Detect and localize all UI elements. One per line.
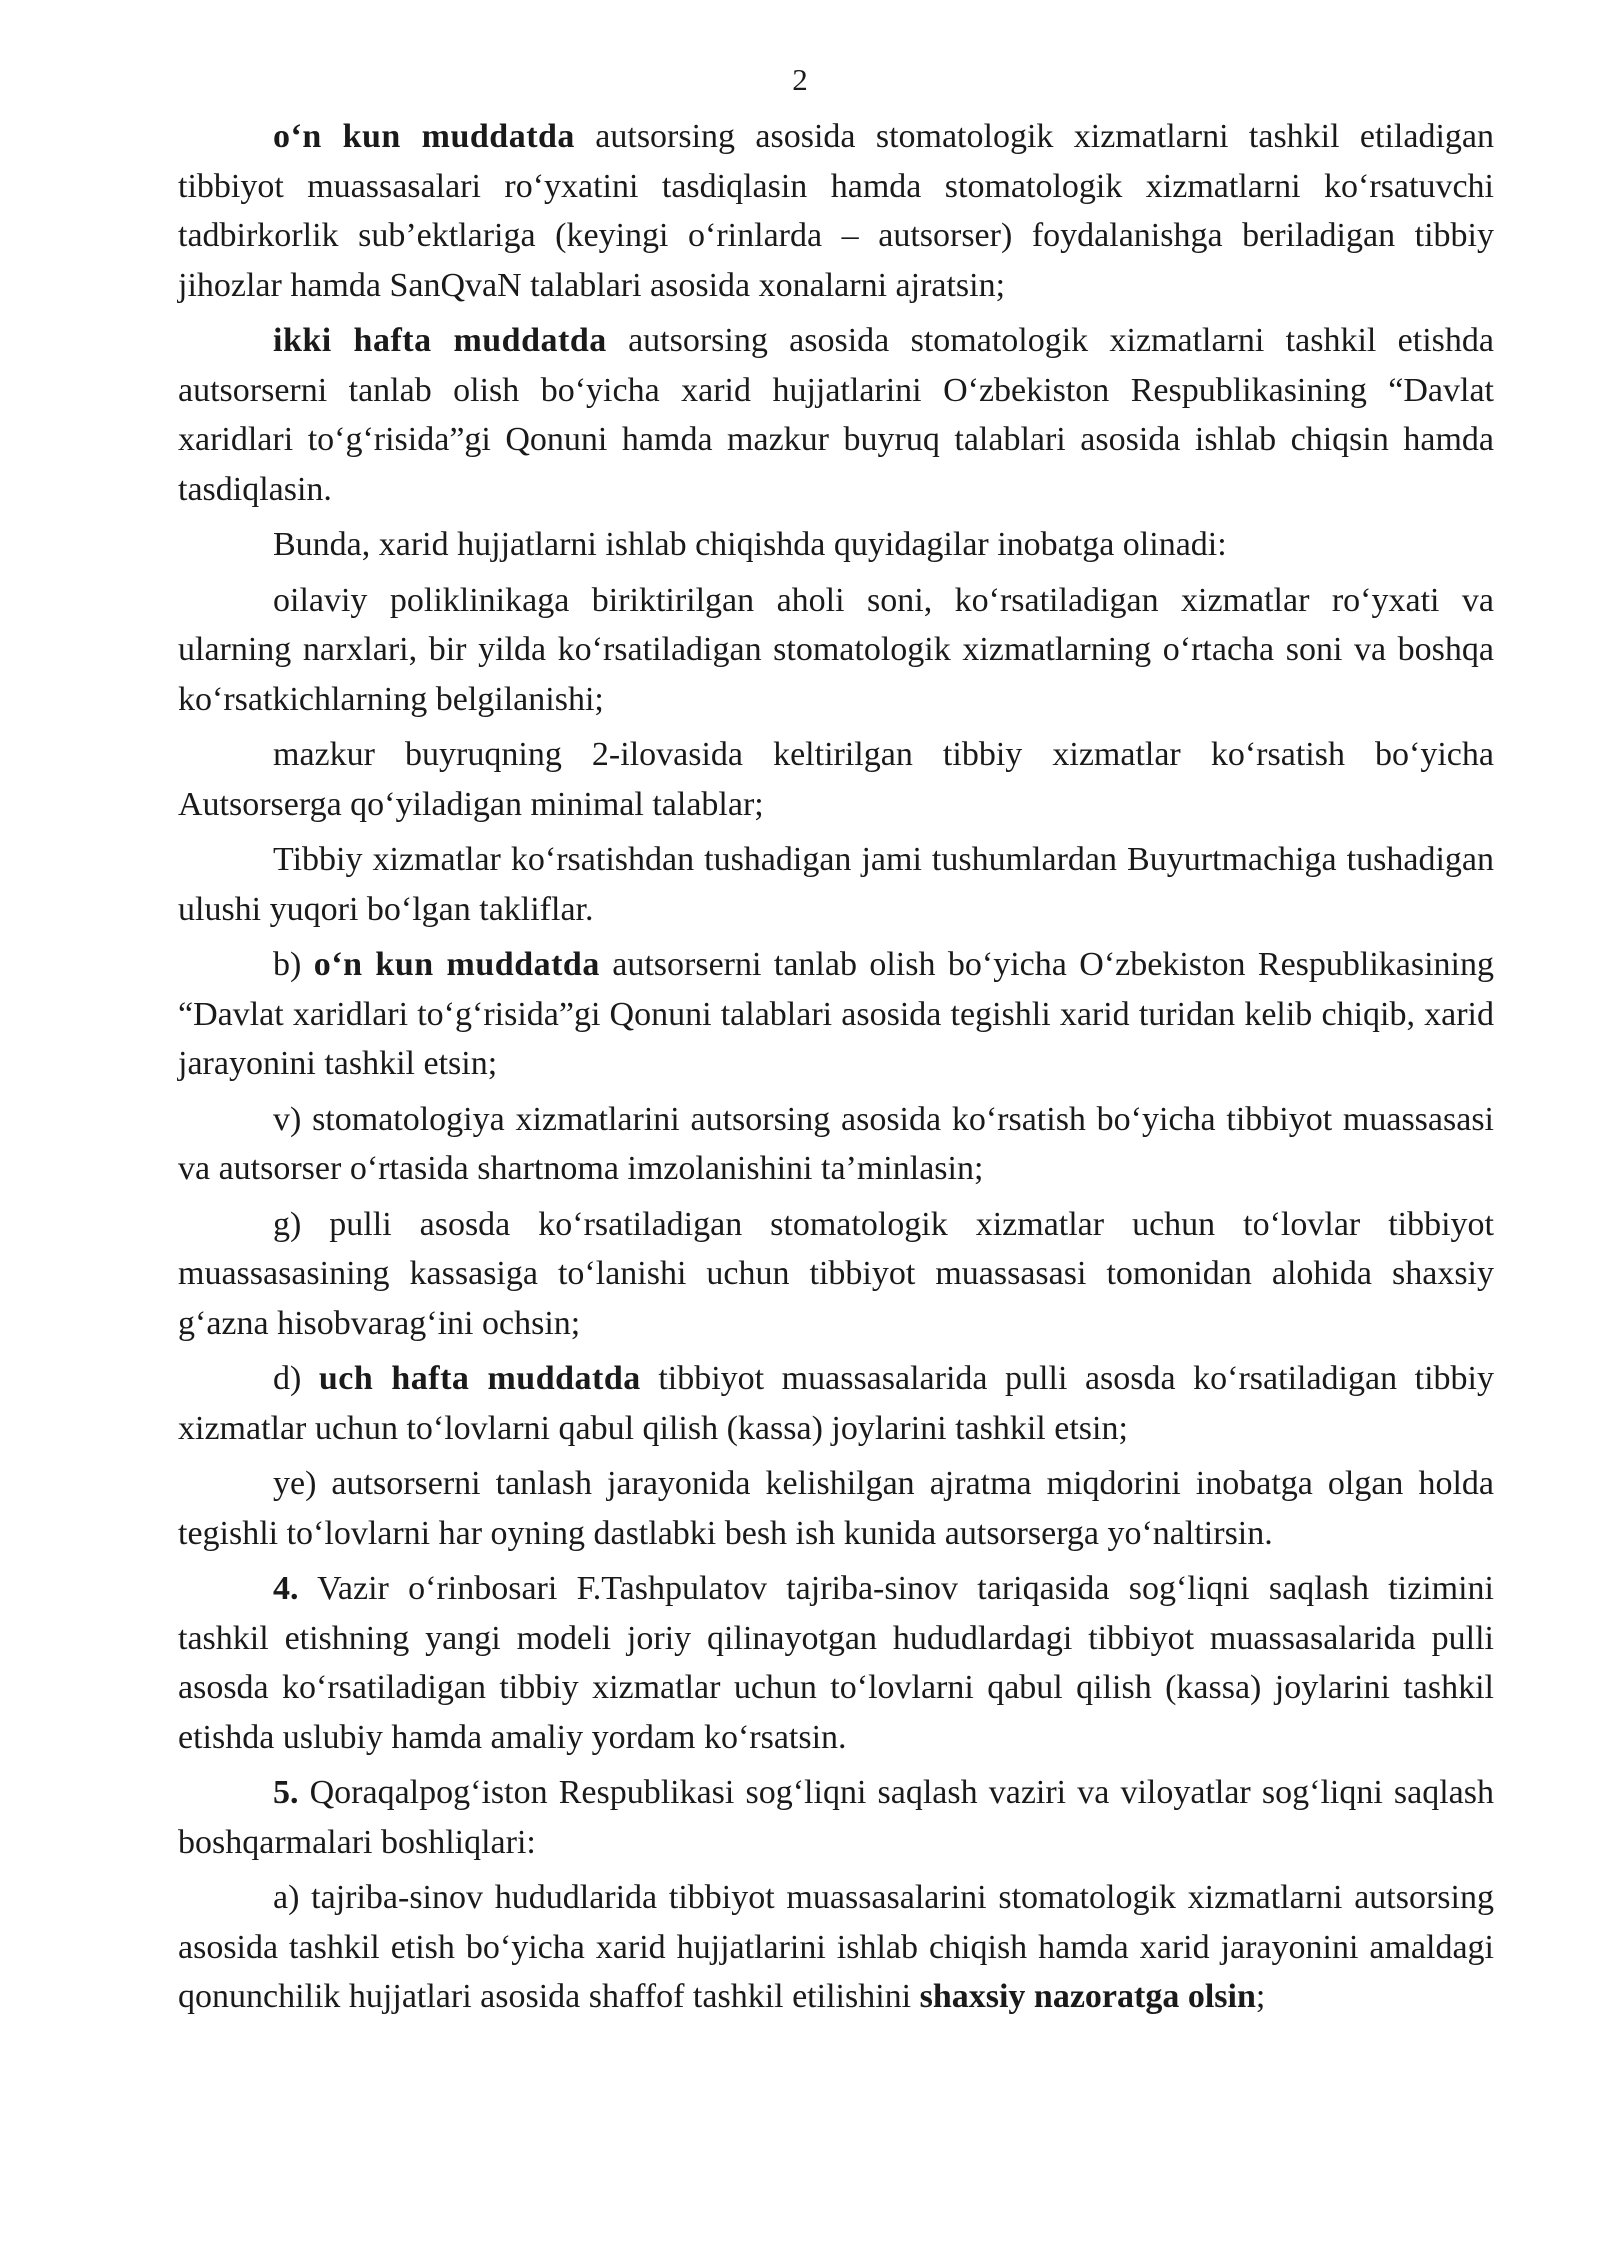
paragraph-section-4	[178, 1564, 1494, 1762]
paragraph-ten-day-outsourcing-list	[178, 112, 1494, 310]
paragraph-item-b	[178, 940, 1494, 1089]
paragraph-text: Vazir o‘rinbosari F.Tashpulatov tajriba-sinov tariqasida sog‘liqni saqlash tizimini tashkil etishning yangi modeli joriy qilinayotgan hududlardagi tibbiyot muassasalarida pulli asosda ko‘rsatiladigan tibbiy xizmatlar uchun to‘lovlarni qabul qilish (kassa) joylarini tashkil etishda uslubiy hamda amaliy yordam ko‘rsatsin.	[178, 1570, 1494, 1756]
paragraph-text: Tibbiy xizmatlar ko‘rsatishdan tushadigan jami tushumlardan Buyurtmachiga tushadigan ulushi yuqori bo‘lgan takliflar.	[178, 841, 1494, 928]
paragraph-revenue-share-offers	[178, 835, 1494, 934]
section-number: 5.	[273, 1774, 299, 1811]
paragraph-population-indicators	[178, 576, 1494, 725]
paragraph-text: autsorsing asosida stomatologik xizmatlarni tashkil etishda autsorserni tanlab olish bo‘yicha xarid hujjatlarini O‘zbekiston Respublikasining “Davlat xaridlari to‘g‘risida”gi Qonuni hamda mazkur buyruq talablari asosida ishlab chiqsin hamda tasdiqlasin.	[178, 322, 1494, 508]
paragraph-suffix: ;	[1255, 1978, 1266, 2015]
paragraph-text: Qoraqalpog‘iston Respublikasi sog‘liqni saqlash vaziri va viloyatlar sog‘liqni saqlash boshqarmalari boshliqlari:	[178, 1774, 1494, 1861]
paragraph-section-5	[178, 1768, 1494, 1867]
paragraph-two-week-procurement-docs	[178, 316, 1494, 514]
paragraph-considerations-intro	[178, 520, 1494, 570]
item-prefix: b)	[273, 946, 314, 983]
paragraph-item-a	[178, 1873, 1494, 2022]
paragraph-item-d	[178, 1354, 1494, 1453]
paragraph-item-ye	[178, 1459, 1494, 1558]
item-prefix: d)	[273, 1360, 319, 1397]
paragraph-text: a) tajriba-sinov hududlarida tibbiyot muassasalarini stomatologik xizmatlarni autsorsing asosida tashkil etish bo‘yicha xarid hujjatlarini ishlab chiqish hamda xarid jarayonini amaldagi qonunchilik hujjatlari asosida shaffof tashkil etilishini	[178, 1879, 1494, 2015]
paragraph-item-g	[178, 1200, 1494, 1349]
paragraph-text: autsorserni tanlab olish bo‘yicha O‘zbekiston Respublikasining “Davlat xaridlari to‘g‘risida”gi Qonuni talablari asosida tegishli xarid turidan kelib chiqib, xarid jarayonini tashkil etsin;	[178, 946, 1494, 1082]
paragraph-text: Bunda, xarid hujjatlarni ishlab chiqishda quyidagilar inobatga olinadi:	[273, 526, 1227, 563]
paragraph-text: g) pulli asosda ko‘rsatiladigan stomatologik xizmatlar uchun to‘lovlar tibbiyot muassasasining kassasiga to‘lanishi uchun tibbiyot muassasasi tomonidan alohida shaxsiy g‘azna hisobvarag‘ini ochsin;	[178, 1205, 1494, 1342]
bold-deadline: uch hafta muddatda	[318, 1360, 641, 1397]
paragraph-text: tibbiyot muassasalarida pulli asosda ko‘rsatiladigan tibbiy xizmatlar uchun to‘lovlarni qabul qilish (kassa) joylarini tashkil etsin;	[178, 1360, 1494, 1447]
bold-directive: shaxsiy nazoratga olsin	[919, 1978, 1256, 2015]
paragraph-text: v) stomatologiya xizmatlarini autsorsing asosida ko‘rsatish bo‘yicha tibbiyot muassasasi va autsorser o‘rtasida shartnoma imzolanishini ta’minlasin;	[178, 1100, 1494, 1187]
document-body	[178, 112, 1494, 2028]
paragraph-item-v	[178, 1095, 1494, 1194]
bold-deadline: o‘n kun muddatda	[313, 946, 600, 983]
paragraph-text: ye) autsorserni tanlash jarayonida kelishilgan ajratma miqdorini inobatga olgan holda tegishli to‘lovlarni har oyning dastlabki besh ish kunida autsorserga yo‘naltirsin.	[178, 1465, 1494, 1552]
bold-deadline: o‘n kun muddatda	[273, 118, 575, 155]
paragraph-text: mazkur buyruqning 2-ilovasida keltirilgan tibbiy xizmatlar ko‘rsatish bo‘yicha Autsorserga qo‘yiladigan minimal talablar;	[178, 736, 1494, 823]
paragraph-text: autsorsing asosida stomatologik xizmatlarni tashkil etiladigan tibbiyot muassasalari ro‘yxatini tasdiqlasin hamda stomatologik xizmatlarni ko‘rsatuvchi tadbirkorlik sub’ektlariga (keyingi o‘rinlarda – autsorser) foydalanishga beriladigan tibbiy jihozlar hamda SanQvaN talablari asosida xonalarni ajratsin;	[178, 118, 1494, 304]
bold-deadline: ikki hafta muddatda	[273, 322, 607, 359]
paragraph-text: oilaviy poliklinikaga biriktirilgan aholi soni, ko‘rsatiladigan xizmatlar ro‘yxati va ularning narxlari, bir yilda ko‘rsatiladigan stomatologik xizmatlarning o‘rtacha soni va boshqa ko‘rsatkichlarning belgilanishi;	[178, 581, 1494, 718]
page-number: 2	[792, 62, 808, 97]
section-number: 4.	[273, 1570, 299, 1607]
paragraph-minimum-requirements	[178, 730, 1494, 829]
